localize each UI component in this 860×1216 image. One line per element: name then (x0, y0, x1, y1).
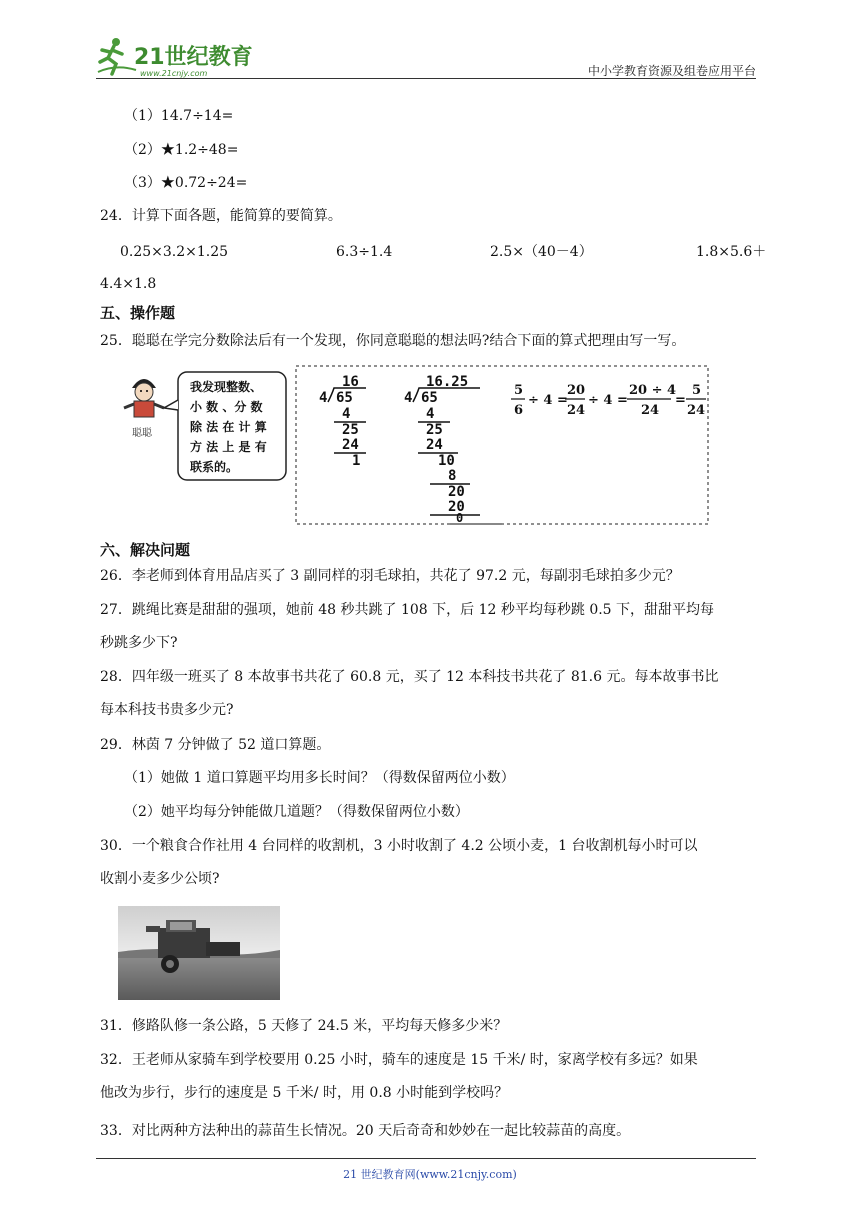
svg-text:÷ 4 =: ÷ 4 = (588, 393, 628, 408)
svg-text:1: 1 (352, 453, 361, 469)
q24-stem: 24．计算下面各题，能简算的要简算。 (100, 208, 342, 224)
q23-item-2: （2）★1.2÷48= (124, 142, 239, 158)
svg-text:6: 6 (514, 403, 524, 418)
svg-text:24: 24 (342, 437, 359, 453)
svg-text:÷ 4 =: ÷ 4 = (528, 393, 568, 408)
q29-item-1: （1）她做 1 道口算题平均用多长时间？（得数保留两位小数） (124, 770, 515, 786)
svg-text:4: 4 (426, 406, 435, 422)
q24-expr-4-wrap: 4.4×1.8 (100, 276, 157, 292)
q23-item-1: （1）14.7÷14= (124, 108, 234, 124)
svg-text:小 数 、分 数: 小 数 、分 数 (190, 400, 263, 414)
svg-text:20 ÷ 4: 20 ÷ 4 (629, 383, 677, 398)
q24-expr-4: 1.8×5.6＋ (696, 244, 767, 260)
svg-text:聪聪: 聪聪 (132, 428, 152, 439)
logo (96, 34, 266, 78)
footer-divider (96, 1158, 756, 1159)
svg-text:4: 4 (342, 406, 351, 422)
q32-line-2: 他改为步行，步行的速度是 5 千米/ 时，用 0.8 小时能到学校吗？ (100, 1085, 509, 1101)
svg-text:20: 20 (567, 383, 586, 398)
svg-text:除 法 在 计 算: 除 法 在 计 算 (190, 420, 267, 434)
svg-text:24: 24 (687, 403, 706, 418)
speech-bubble (164, 372, 286, 480)
q23-item-3: （3）★0.72÷24= (124, 175, 248, 191)
svg-text:65: 65 (336, 390, 353, 406)
svg-text:10: 10 (438, 453, 455, 469)
svg-text:5: 5 (514, 383, 524, 398)
svg-text:我发现整数、: 我发现整数、 (190, 380, 263, 394)
q24-expr-2: 6.3÷1.4 (336, 244, 393, 260)
harvester-photo (118, 906, 280, 1000)
svg-text:方 法 上 是 有: 方 法 上 是 有 (190, 440, 267, 454)
q26-text: 26．李老师到体育用品店买了 3 副同样的羽毛球拍，共花了 97.2 元，每副羽毛球拍多少元？ (100, 568, 680, 584)
svg-text:16: 16 (342, 374, 359, 390)
svg-text:25: 25 (342, 422, 359, 438)
q27-line-1: 27．跳绳比赛是甜甜的强项，她前 48 秒共跳了 108 下，后 12 秒平均每秒跳 0.5 下，甜甜平均每 (100, 602, 715, 618)
runner-icon (98, 38, 136, 74)
q30-line-1: 30．一个粮食合作社用 4 台同样的收割机，3 小时收割了 4.2 公顷小麦，1 台收割机每小时可以 (100, 838, 698, 854)
svg-text:16.25: 16.25 (426, 374, 469, 390)
q27-line-2: 秒跳多少下? (100, 635, 178, 651)
svg-text:4: 4 (319, 390, 328, 406)
q29-item-2: （2）她平均每分钟能做几道题？（得数保留两位小数） (124, 804, 469, 820)
svg-text:21世纪教育: 21世纪教育 (134, 45, 253, 70)
q28-line-1: 28．四年级一班买了 8 本故事书共花了 60.8 元，买了 12 本科技书共花了 81.6 元。每本故事书比 (100, 669, 719, 685)
q24-expr-1: 0.25×3.2×1.25 (120, 244, 229, 260)
svg-text:www.21cnjy.com: www.21cnjy.com (140, 69, 208, 78)
section-5-heading: 五、操作题 (100, 304, 176, 322)
svg-text:4: 4 (404, 390, 413, 406)
svg-text:24: 24 (567, 403, 586, 418)
q24-expr-3: 2.5×（40－4） (490, 244, 593, 260)
platform-title: 中小学教育资源及组卷应用平台 (587, 64, 756, 78)
svg-text:24: 24 (426, 437, 443, 453)
q25-figure (118, 364, 710, 526)
svg-text:0: 0 (456, 511, 464, 525)
svg-text:20: 20 (448, 499, 465, 515)
svg-text:25: 25 (426, 422, 443, 438)
svg-text:8: 8 (448, 468, 457, 484)
header-divider (96, 78, 756, 79)
svg-text:65: 65 (421, 390, 438, 406)
svg-text:=: = (675, 393, 686, 408)
section-6-heading: 六、解决问题 (100, 541, 191, 559)
svg-text:联系的。: 联系的。 (190, 460, 239, 474)
q25-stem: 25．聪聪在学完分数除法后有一个发现，你同意聪聪的想法吗?结合下面的算式把理由写一写。 (100, 333, 686, 349)
q30-line-2: 收割小麦多少公顷? (100, 871, 220, 887)
svg-text:5: 5 (692, 383, 702, 398)
q31-text: 31．修路队修一条公路，5 天修了 24.5 米，平均每天修多少米？ (100, 1018, 508, 1034)
q29-stem: 29．林茵 7 分钟做了 52 道口算题。 (100, 737, 331, 753)
svg-text:20: 20 (448, 484, 465, 500)
page-header (96, 30, 756, 80)
q32-line-1: 32．王老师从家骑车到学校要用 0.25 小时，骑车的速度是 15 千米/ 时，家离学校有多远？如果 (100, 1052, 698, 1068)
q28-line-2: 每本科技书贵多少元? (100, 702, 234, 718)
page-footer: 21 世纪教育网(www.21cnjy.com) (343, 1168, 517, 1181)
q33-text: 33．对比两种方法种出的蒜苗生长情况。20 天后奇奇和妙妙在一起比较蒜苗的高度。 (100, 1123, 631, 1139)
svg-text:24: 24 (641, 403, 660, 418)
